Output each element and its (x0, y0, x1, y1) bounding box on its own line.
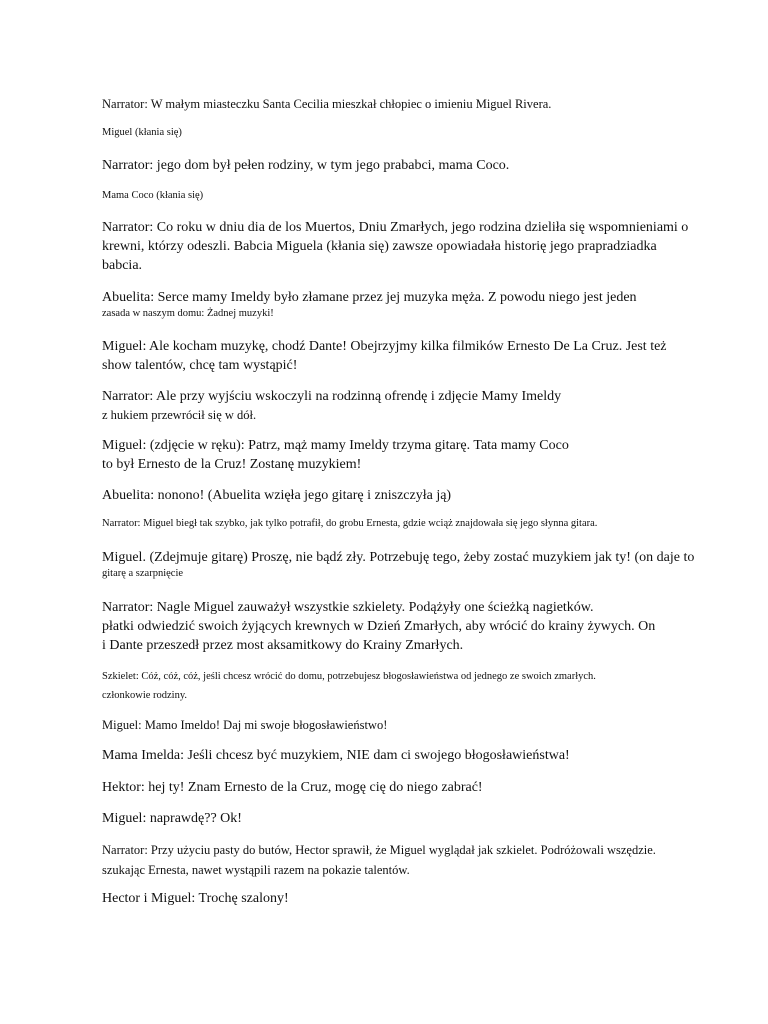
paragraph-7 (102, 337, 702, 375)
text-line: Miguel: Ale kocham muzykę, chodź Dante! Obejrzyjmy kilka filmików Ernesto De La Cruz. Jest też (102, 339, 667, 354)
text-line: Mama Coco (kłania się) (102, 190, 204, 201)
text-line: Miguel: (zdjęcie w ręku): Patrz, mąż mamy Imeldy trzyma gitarę. Tata mamy Coco (102, 438, 569, 453)
text-line: Abuelita: Serce mamy Imeldy było złamane przez jej muzyka męża. Z powodu niego jest jeden (102, 290, 637, 305)
text-line: Mama Imelda: Jeśli chcesz być muzykiem, NIE dam ci swojego błogosławieństwa! (102, 748, 570, 763)
paragraph-19 (102, 840, 702, 880)
text-line: Narrator: Nagle Miguel zauważył wszystkie szkielety. Podążyły one ścieżką nagietków. (102, 600, 594, 615)
text-line: to był Ernesto de la Cruz! Zostanę muzykiem! (102, 457, 362, 472)
paragraph-15 (102, 716, 702, 734)
text-line: babcia. (102, 258, 143, 273)
text-line: szukając Ernesta, nawet wystąpili razem na pokazie talentów. (102, 863, 410, 877)
paragraph-9 (102, 436, 702, 474)
text-line: Hector i Miguel: Trochę szalony! (102, 891, 289, 906)
paragraph-11 (102, 517, 702, 531)
text-line: Abuelita: nonono! (Abuelita wzięła jego gitarę i zniszczyła ją) (102, 488, 452, 503)
text-line: Narrator: Przy użyciu pasty do butów, Hector sprawił, że Miguel wyglądał jak szkielet. Podróżowali wszędzie. (102, 843, 656, 857)
text-line: Miguel: naprawdę?? Ok! (102, 811, 242, 826)
text-line: płatki odwiedzić swoich żyjących krewnych w Dzień Zmarłych, aby wrócić do krainy żywych. On (102, 619, 656, 634)
text-line: zasada w naszym domu: Żadnej muzyki! (102, 308, 274, 319)
text-line: członkowie rodziny. (102, 690, 188, 701)
text-line: Narrator: jego dom był pełen rodziny, w tym jego prababci, mama Coco. (102, 158, 510, 173)
text-line: Hektor: hej ty! Znam Ernesto de la Cruz, mogę cię do niego zabrać! (102, 780, 483, 795)
paragraph-18 (102, 809, 702, 828)
text-line: Szkielet: Cóż, cóż, cóż, jeśli chcesz wrócić do domu, potrzebujesz błogosławieństwa od jednego ze swoich zmarłych. (102, 671, 596, 682)
text-line: z hukiem przewrócił się w dół. (102, 408, 257, 422)
paragraph-10 (102, 486, 702, 505)
text-line: gitarę a szarpnięcie (102, 568, 184, 579)
paragraph-2 (102, 126, 702, 140)
text-line: i Dante przeszedł przez most aksamitkowy do Krainy Zmarłych. (102, 638, 464, 653)
text-line: Miguel: Mamo Imeldo! Daj mi swoje błogosławieństwo! (102, 718, 388, 732)
paragraph-13 (102, 598, 702, 655)
paragraph-17 (102, 778, 702, 797)
text-line: Miguel. (Zdejmuje gitarę) Proszę, nie bądź zły. Potrzebuję tego, żeby zostać muzykiem jak ty! (on daje to (102, 550, 695, 565)
paragraph-16 (102, 746, 702, 765)
text-line: krewni, którzy odeszli. Babcia Miguela (kłania się) zawsze opowiadała historię jego prapradziadka (102, 239, 657, 254)
paragraph-4 (102, 189, 702, 203)
text-line: Narrator: Co roku w dniu dia de los Muertos, Dniu Zmarłych, jego rodzina dzieliła się wspomnieniami o (102, 220, 689, 235)
paragraph-6 (102, 288, 702, 321)
paragraph-3 (102, 156, 702, 175)
text-line: Narrator: Miguel biegł tak szybko, jak tylko potrafił, do grobu Ernesta, gdzie wciąż znajdowała się jego słynna gitara. (102, 518, 598, 529)
paragraph-20 (102, 889, 702, 908)
paragraph-5 (102, 218, 702, 275)
paragraph-1 (102, 95, 702, 113)
text-line: Narrator: W małym miasteczku Santa Cecilia mieszkał chłopiec o imieniu Miguel Rivera. (102, 97, 552, 111)
text-line: Miguel (kłania się) (102, 127, 182, 138)
paragraph-8 (102, 387, 702, 424)
text-line: show talentów, chcę tam wystąpić! (102, 358, 298, 373)
text-line: Narrator: Ale przy wyjściu wskoczyli na rodzinną ofrendę i zdjęcie Mamy Imeldy (102, 389, 562, 404)
paragraph-14 (102, 667, 702, 705)
paragraph-12 (102, 548, 702, 581)
